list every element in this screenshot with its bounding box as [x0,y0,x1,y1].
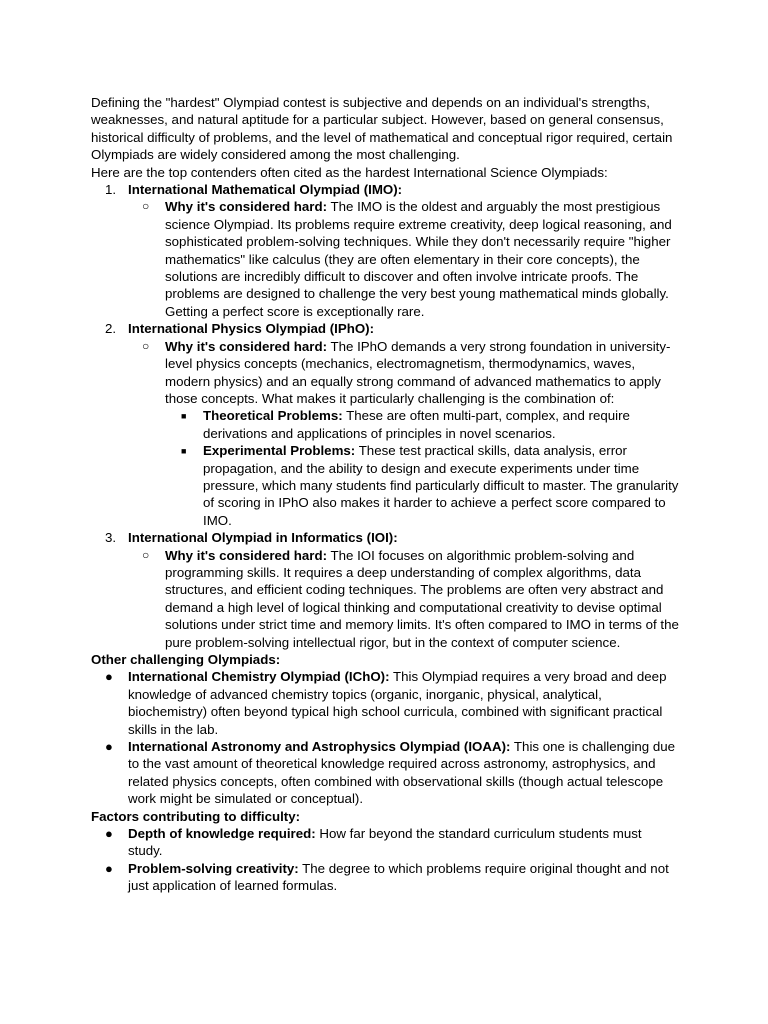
circle-bullet-icon: ○ [142,547,150,562]
other-item-label: International Chemistry Olympiad (IChO): [128,669,390,685]
other-olympiads-heading: Other challenging Olympiads: [91,652,281,667]
factor-text: How far beyond the standard curriculum students must study. [128,826,642,859]
intro-paragraph: Defining the "hardest" Olympiad contest is subjective and depends on an individual's strengths, weaknesses, and natural aptitude for a particular subject. However, based on general consensus, historical difficulty of problems, and the level of mathematical and conceptual rigor required, certain Olympiads are widely considered among the most challenging. [91,95,673,163]
ioi-reason [91,547,679,651]
reason-text: The IOI focuses on algorithmic problem-solving and programming skills. It requires a deep understanding of complex algorithms, data structures, and efficient coding techniques. The problems are often very abstract and demand a high level of logical thinking and computational creativity to devise optimal solutions under strict time and memory limits. It's often compared to IMO in terms of the pure problem-solving intellectual rigor, but in the context of computer science. [165,547,679,650]
circle-bullet-icon: ○ [142,338,150,353]
factor-label: Problem-solving creativity: [128,860,299,876]
other-item-label: International Astronomy and Astrophysics Olympiad (IOAA): [128,739,511,755]
other-item-ioaa [91,738,679,808]
reason-label: Why it's considered hard: [165,199,328,215]
factors-heading: Factors contributing to difficulty: [91,808,301,824]
reason-text: The IMO is the oldest and arguably the most prestigious science Olympiad. Its problems require extreme creativity, deep logical reasoning, and sophisticated problem-solving techniques. While they don't necessarily require "higher mathematics" like calculus (they are often elementary in their core concepts), the solutions are incredibly difficult to discover and often involve intricate proofs. The problems are designed to challenge the very best young mathematical minds globally. Getting a perfect score is exceptionally rare. [165,199,672,319]
square-bullet-icon: ■ [181,411,187,422]
reason-label: Why it's considered hard: [165,547,328,563]
reason-text: The IPhO demands a very strong foundation in university-level physics concepts (mechanics, electromagnetism, thermodynamics, waves, modern physics) and an equally strong command of advanced mathematics to apply those concepts. What makes it particularly challenging is the combination of: [165,338,671,406]
bullet-icon: ● [105,669,113,685]
bullet-icon: ● [105,860,113,876]
reason-label: Why it's considered hard: [165,338,328,354]
factor-label: Depth of knowledge required: [128,826,316,842]
other-item-icho [91,668,679,738]
imo-reason [91,198,679,320]
circle-bullet-icon: ○ [142,199,150,214]
document-body [91,94,679,895]
list-number: 2. [105,321,117,337]
bullet-icon: ● [105,739,113,755]
intro-lead-in: Here are the top contenders often cited as the hardest International Science Olympiads: [91,164,608,180]
item-title: International Mathematical Olympiad (IMO): [128,182,403,198]
item-title: International Physics Olympiad (IPhO): [128,321,375,337]
ipho-sub-theoretical [91,407,679,442]
list-number: 3. [105,530,117,546]
list-item-ioi [91,529,679,546]
bullet-icon: ● [105,826,113,842]
factor-item-depth [91,825,679,860]
sub-text: These test practical skills, data analysis, error propagation, and the ability to design and execute experiments under time pressure, which many students find particularly difficult to master. The granularity of scoring in IPhO also makes it harder to achieve a perfect score compared to IMO. [203,443,679,528]
other-item-text: This Olympiad requires a very broad and deep knowledge of advanced chemistry topics (organic, inorganic, physical, analytical, biochemistry) often beyond typical high school curricula, combined with significant practical skills in the lab. [128,669,667,737]
square-bullet-icon: ■ [181,446,187,457]
sub-label: Experimental Problems: [203,443,356,459]
list-item-ipho [91,320,679,337]
other-item-text: This one is challenging due to the vast amount of theoretical knowledge required across astronomy, astrophysics, and related physics concepts, often combined with observational skills (though actual telescope work might be simulated or conceptual). [128,739,676,807]
sub-text: These are often multi-part, complex, and require derivations and applications of principles in novel scenarios. [203,408,630,441]
list-item-imo [91,181,679,198]
factor-item-creativity [91,860,679,895]
sub-label: Theoretical Problems: [203,408,343,424]
item-title: International Olympiad in Informatics (IOI): [128,530,398,546]
factor-text: The degree to which problems require original thought and not just application of learned formulas. [128,860,669,894]
list-number: 1. [105,182,117,198]
ipho-reason [91,338,679,408]
ipho-sub-experimental [91,442,679,529]
